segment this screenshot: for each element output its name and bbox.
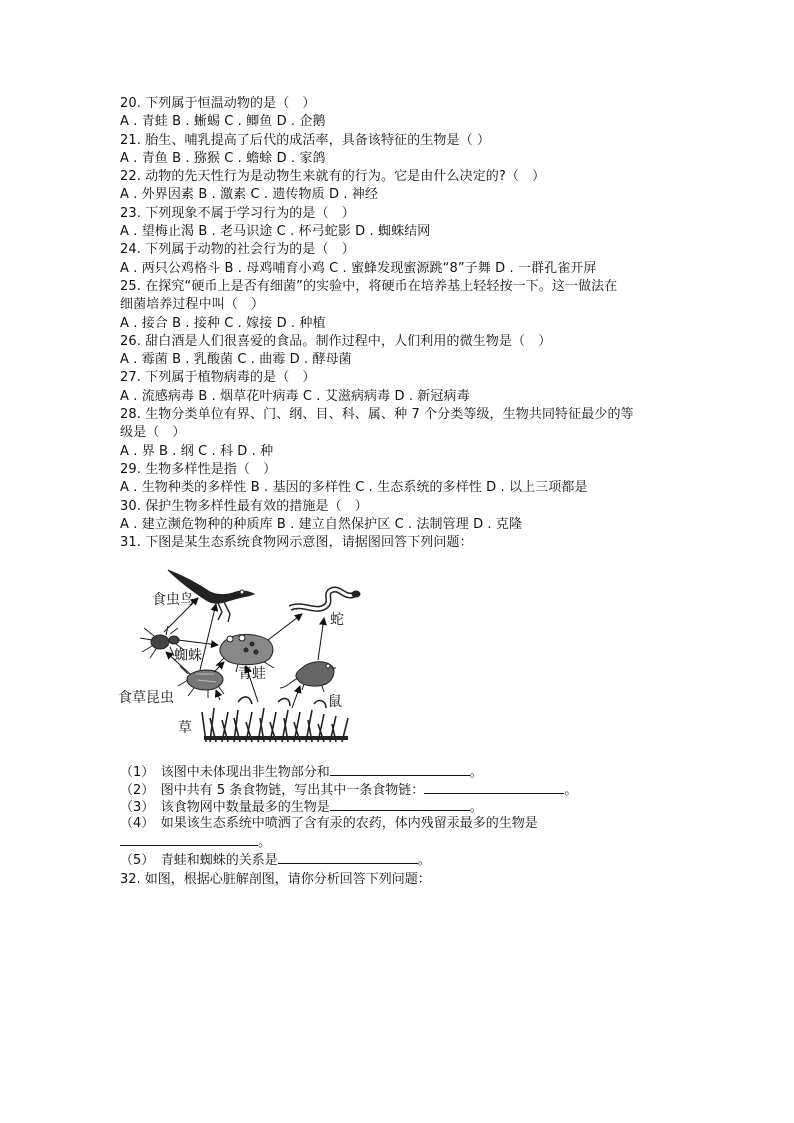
question-27: 27. 下列属于植物病毒的是（ ）: [120, 370, 316, 386]
arrow-spider-to-frog: [178, 640, 218, 645]
question-22: 22. 动物的先天性行为是动物生来就有的行为。它是由什么决定的?（ ）: [120, 169, 546, 185]
options-28: A . 界 B . 纲 C . 科 D . 种: [120, 443, 274, 459]
question-20: 20. 下列属于恒温动物的是（ ）: [120, 96, 316, 111]
subquestion-3-text: （3） 该食物网中数量最多的生物是: [120, 800, 330, 815]
grass-illustration: [202, 697, 348, 742]
question-29: 29. 生物多样性是指（ ）: [120, 461, 277, 477]
label-snake: 蛇: [330, 612, 344, 628]
subquestion-2-text: （2） 图中共有 5 条食物链，写出其中一条食物链：: [120, 782, 425, 798]
subquestion-2-end: 。: [564, 782, 578, 798]
question-25-line2: 细菌培养过程中叫（ ）: [120, 297, 265, 313]
label-grass: 草: [178, 720, 192, 736]
subquestion-4-text: （4） 如果该生态系统中喷洒了含有汞的农药，体内残留汞最多的生物是: [120, 815, 538, 831]
subquestion-1: [120, 762, 680, 780]
question-24: 24. 下列属于动物的社会行为的是（ ）: [120, 242, 355, 258]
question-25-line1: 25. 在探究“硬币上是否有细菌”的实验中，将硬币在培养基上轻轻按一下。这一做法在: [120, 278, 618, 294]
options-30: A . 建立濒危物种的种质库 B . 建立自然保护区 C . 法制管理 D . 克隆: [120, 516, 523, 532]
label-spider: 蜘蛛: [174, 648, 202, 664]
question-31: 31. 下图是某生态系统食物网示意图，请据图回答下列问题：: [120, 535, 473, 551]
subquestion-5: [120, 850, 680, 868]
options-25: A . 接合 B . 接种 C . 嫁接 D . 种植: [120, 315, 326, 331]
question-23: 23. 下列现象不属于学习行为的是（ ）: [120, 205, 355, 221]
answer-blank-4[interactable]: [120, 832, 258, 846]
subquestion-4-end: 。: [258, 835, 272, 850]
options-26: A . 霉菌 B . 乳酸菌 C . 曲霉 D . 酵母菌: [120, 352, 352, 368]
food-web-figure: [118, 562, 363, 752]
subquestion-4-answer-line: [120, 832, 680, 850]
answer-blank-1[interactable]: [330, 762, 470, 776]
options-23: A . 望梅止渴 B . 老马识途 C . 杯弓蛇影 D . 蜘蛛结网: [120, 224, 431, 240]
subquestion-2: [120, 780, 680, 798]
subquestion-4: [120, 815, 680, 833]
question-31-subquestions: [120, 762, 680, 867]
options-22: A . 外界因素 B . 激素 C . 遗传物质 D . 神经: [120, 187, 378, 203]
label-frog: 青蛙: [238, 666, 266, 682]
answer-blank-3[interactable]: [330, 797, 470, 811]
arrow-grass-to-mouse: [292, 686, 300, 708]
arrow-insect-to-bird: [200, 604, 216, 670]
arrow-mouse-to-snake: [318, 618, 324, 660]
mouse-illustration: [280, 662, 336, 692]
question-list: [120, 95, 680, 552]
label-bird: 食虫鸟: [152, 592, 194, 608]
question-30: 30. 保护生物多样性最有效的措施是（ ）: [120, 498, 368, 514]
arrow-frog-to-snake: [268, 614, 302, 640]
subquestion-1-text: （1） 该图中未体现出非生物部分和: [120, 765, 330, 780]
label-mouse: 鼠: [328, 694, 342, 710]
options-20: A . 青蛙 B . 蜥蜴 C . 鲫鱼 D . 企鹅: [120, 114, 326, 130]
label-insect: 食草昆虫: [118, 690, 174, 706]
question-21: 21. 胎生、哺乳提高了后代的成活率，具备该特征的生物是（ ）: [120, 132, 491, 148]
options-24: A . 两只公鸡格斗 B . 母鸡哺育小鸡 C . 蜜蜂发现蜜源跳“8”子舞 D . 一群孔雀开屏: [120, 260, 597, 276]
options-29: A . 生物种类的多样性 B . 基因的多样性 C . 生态系统的多样性 D . 以上三项都是: [120, 480, 588, 496]
subquestion-3-end: 。: [469, 800, 483, 815]
options-21: A . 青鱼 B . 猕猴 C . 蟾蜍 D . 家鸽: [120, 150, 326, 166]
snake-illustration: [290, 589, 360, 608]
arrow-grass-to-insect: [216, 690, 220, 700]
subquestion-1-end: 。: [469, 765, 483, 780]
subquestion-5-text: （5） 青蛙和蜘蛛的关系是: [120, 852, 278, 868]
question-28-line1: 28. 生物分类单位有界、门、纲、目、科、属、种 7 个分类等级，生物共同特征最少的等: [120, 407, 634, 423]
question-28-line2: 级是（ ）: [120, 425, 186, 441]
options-27: A . 流感病毒 B . 烟草花叶病毒 C . 艾滋病病毒 D . 新冠病毒: [120, 388, 470, 404]
subquestion-5-end: 。: [417, 852, 431, 868]
question-32: 32. 如图，根据心脏解剖图，请你分析回答下列问题：: [120, 872, 431, 887]
answer-blank-5[interactable]: [278, 850, 418, 864]
subquestion-3: [120, 797, 680, 815]
food-web-illustration: [118, 562, 363, 752]
question-26: 26. 甜白酒是人们很喜爱的食品。制作过程中，人们利用的微生物是（ ）: [120, 333, 552, 349]
answer-blank-2[interactable]: [424, 780, 564, 794]
